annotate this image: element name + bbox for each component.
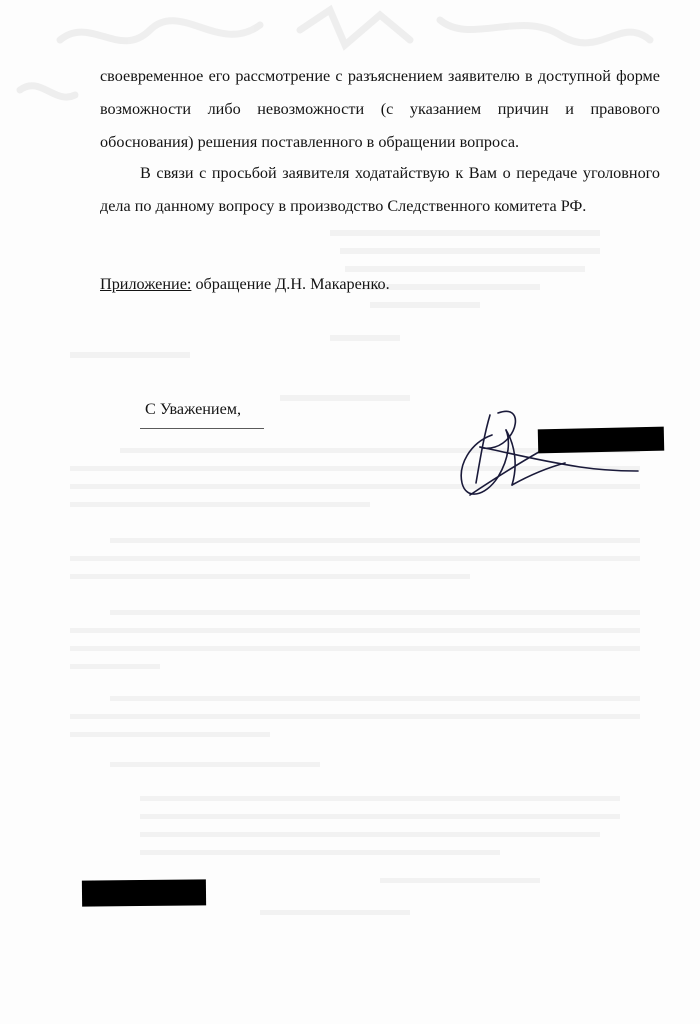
appendix-label: Приложение:: [100, 275, 192, 293]
appendix-text: обращение Д.Н. Макаренко.: [191, 275, 390, 293]
paragraph-petition: В связи с просьбой заявителя ходатайствую к Вам о передаче уголовного дела по данному вопросу в производство Следственного комитета РФ.: [100, 164, 660, 215]
closing-phrase: С Уважением,: [145, 400, 242, 418]
paragraph-obligation: своевременное его рассмотрение с разъяснением заявителю в доступной форме возможности либо невозможности (с указанием причин и правового обоснования) решения поставленного в обращении вопроса.: [100, 67, 660, 151]
closing-underline: [140, 428, 264, 429]
handwritten-signature: [440, 405, 640, 510]
appendix-line: [100, 268, 390, 301]
redaction-bar: [538, 427, 664, 454]
redaction-bar: [82, 879, 206, 906]
